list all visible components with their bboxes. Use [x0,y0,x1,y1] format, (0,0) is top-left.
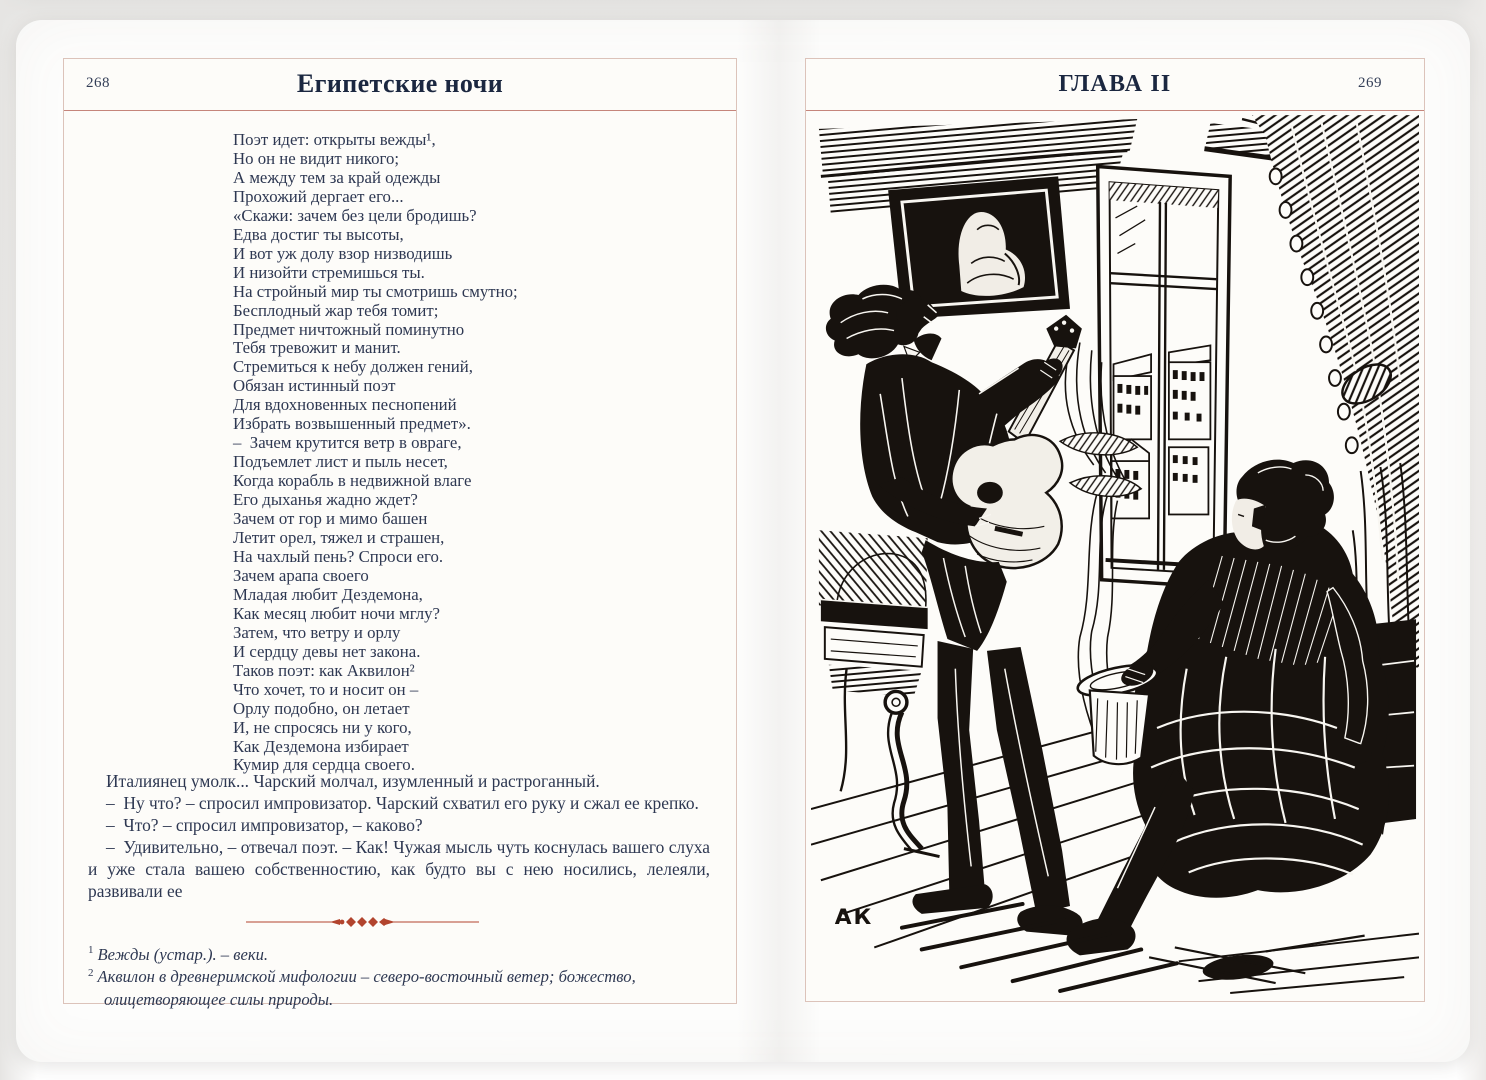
poem-line: Когда корабль в недвижной влаге [233,471,472,491]
poem-line: Для вдохновенных песнопений [233,395,457,415]
poem-line: Его дыханья жадно ждет? [233,490,418,510]
prose-paragraph: – Удивительно, – отвечал поэт. – Как! Чужая мысль чуть коснулась вашего слуха и уже стала вашею собственностию, как будто вы с нею носились, лелеяли, развивали ее [88,837,710,901]
poem-line: Поэт идет: открыты вежды¹, [233,130,436,149]
poem-line: Но он не видит никого; [233,148,400,168]
prose-paragraph: Италиянец умолк... Чарский молчал, изумленный и растроганный. [106,771,600,791]
book-spread [16,20,1470,1062]
footnote [88,966,706,1011]
chapter-title: ГЛАВА II [1058,71,1172,97]
footnotes [88,944,706,1011]
footnote-text: Вежды (устар.). – веки. [97,945,269,964]
poem-line: И низойти стремишься ты. [233,262,425,282]
poem-line: Тебя тревожит и манит. [233,338,401,358]
poem [233,131,518,775]
poem-line: Что хочет, то и носит он – [233,679,419,699]
footnote-divider-ornament [246,914,479,930]
poem-line: Таков поэт: как Аквилон² [233,660,415,680]
poem-line: «Скажи: зачем без цели бродишь? [233,205,477,225]
left-page-number: 268 [86,75,110,91]
footnote [88,944,706,966]
poem-line: Зачем от гор и мимо башен [233,509,428,529]
prose-block [88,770,710,902]
prose-paragraph: – Ну что? – спросил импровизатор. Чарский схватил его руку и сжал ее крепко. [106,793,699,813]
poem-line: Кумир для сердца своего. [233,755,415,775]
right-page-number: 269 [1358,75,1382,91]
running-title: Египетские ночи [296,69,504,98]
poem-line: Как Дездемона избирает [233,736,409,756]
poem-line: Подъемлет лист и пыль несет, [233,452,448,472]
poem-line: Летит орел, тяжел и страшен, [233,528,445,548]
poem-line: На чахлый пень? Спроси его. [233,546,444,566]
poem-line: Прохожий дергает его... [233,186,404,206]
poem-line: Стремиться к небу должен гений, [233,357,473,377]
illustration-signature: АК [834,904,874,930]
prose-paragraph: – Что? – спросил импровизатор, – каково? [106,815,423,835]
poem-line: Младая любит Дездемона, [233,584,423,604]
right-page-header [806,59,1424,111]
poem-line: Зачем арапа своего [233,565,369,585]
page-right [805,58,1425,1002]
footnote-marker: 2 [88,966,94,979]
poem-line: – Зачем крутится ветр в овраге, [233,433,462,453]
poem-line: Едва достиг ты высоты, [233,224,404,244]
poem-line: Орлу подобно, он летает [233,698,410,718]
footnote-text: Аквилон в древнеримской мифологии – северо-восточный ветер; божество, олицетворяющее силы природы. [97,967,636,1009]
poem-line: И, не спросясь ни у кого, [233,717,412,737]
poem-line: И сердцу девы нет закона. [233,641,421,661]
poem-line: А между тем за край одежды [233,167,441,187]
footnote-marker: 1 [88,944,94,957]
poem-line: Бесплодный жар тебя томит; [233,300,439,320]
poem-line: И вот уж долу взор низводишь [233,243,453,263]
left-page-header [64,59,736,111]
poem-line: Предмет ничтожный поминутно [233,319,465,339]
poem-line: Как месяц любит ночи мглу? [233,603,440,623]
poem-line: На стройный мир ты смотришь смутно; [233,281,518,301]
page-left [63,58,737,1009]
poem-line: Обязан истинный поэт [233,376,396,396]
poem-line: Избрать возвышенный предмет». [233,414,471,434]
woodcut-illustration [811,114,1419,996]
poem-line: Затем, что ветру и орлу [233,622,401,642]
